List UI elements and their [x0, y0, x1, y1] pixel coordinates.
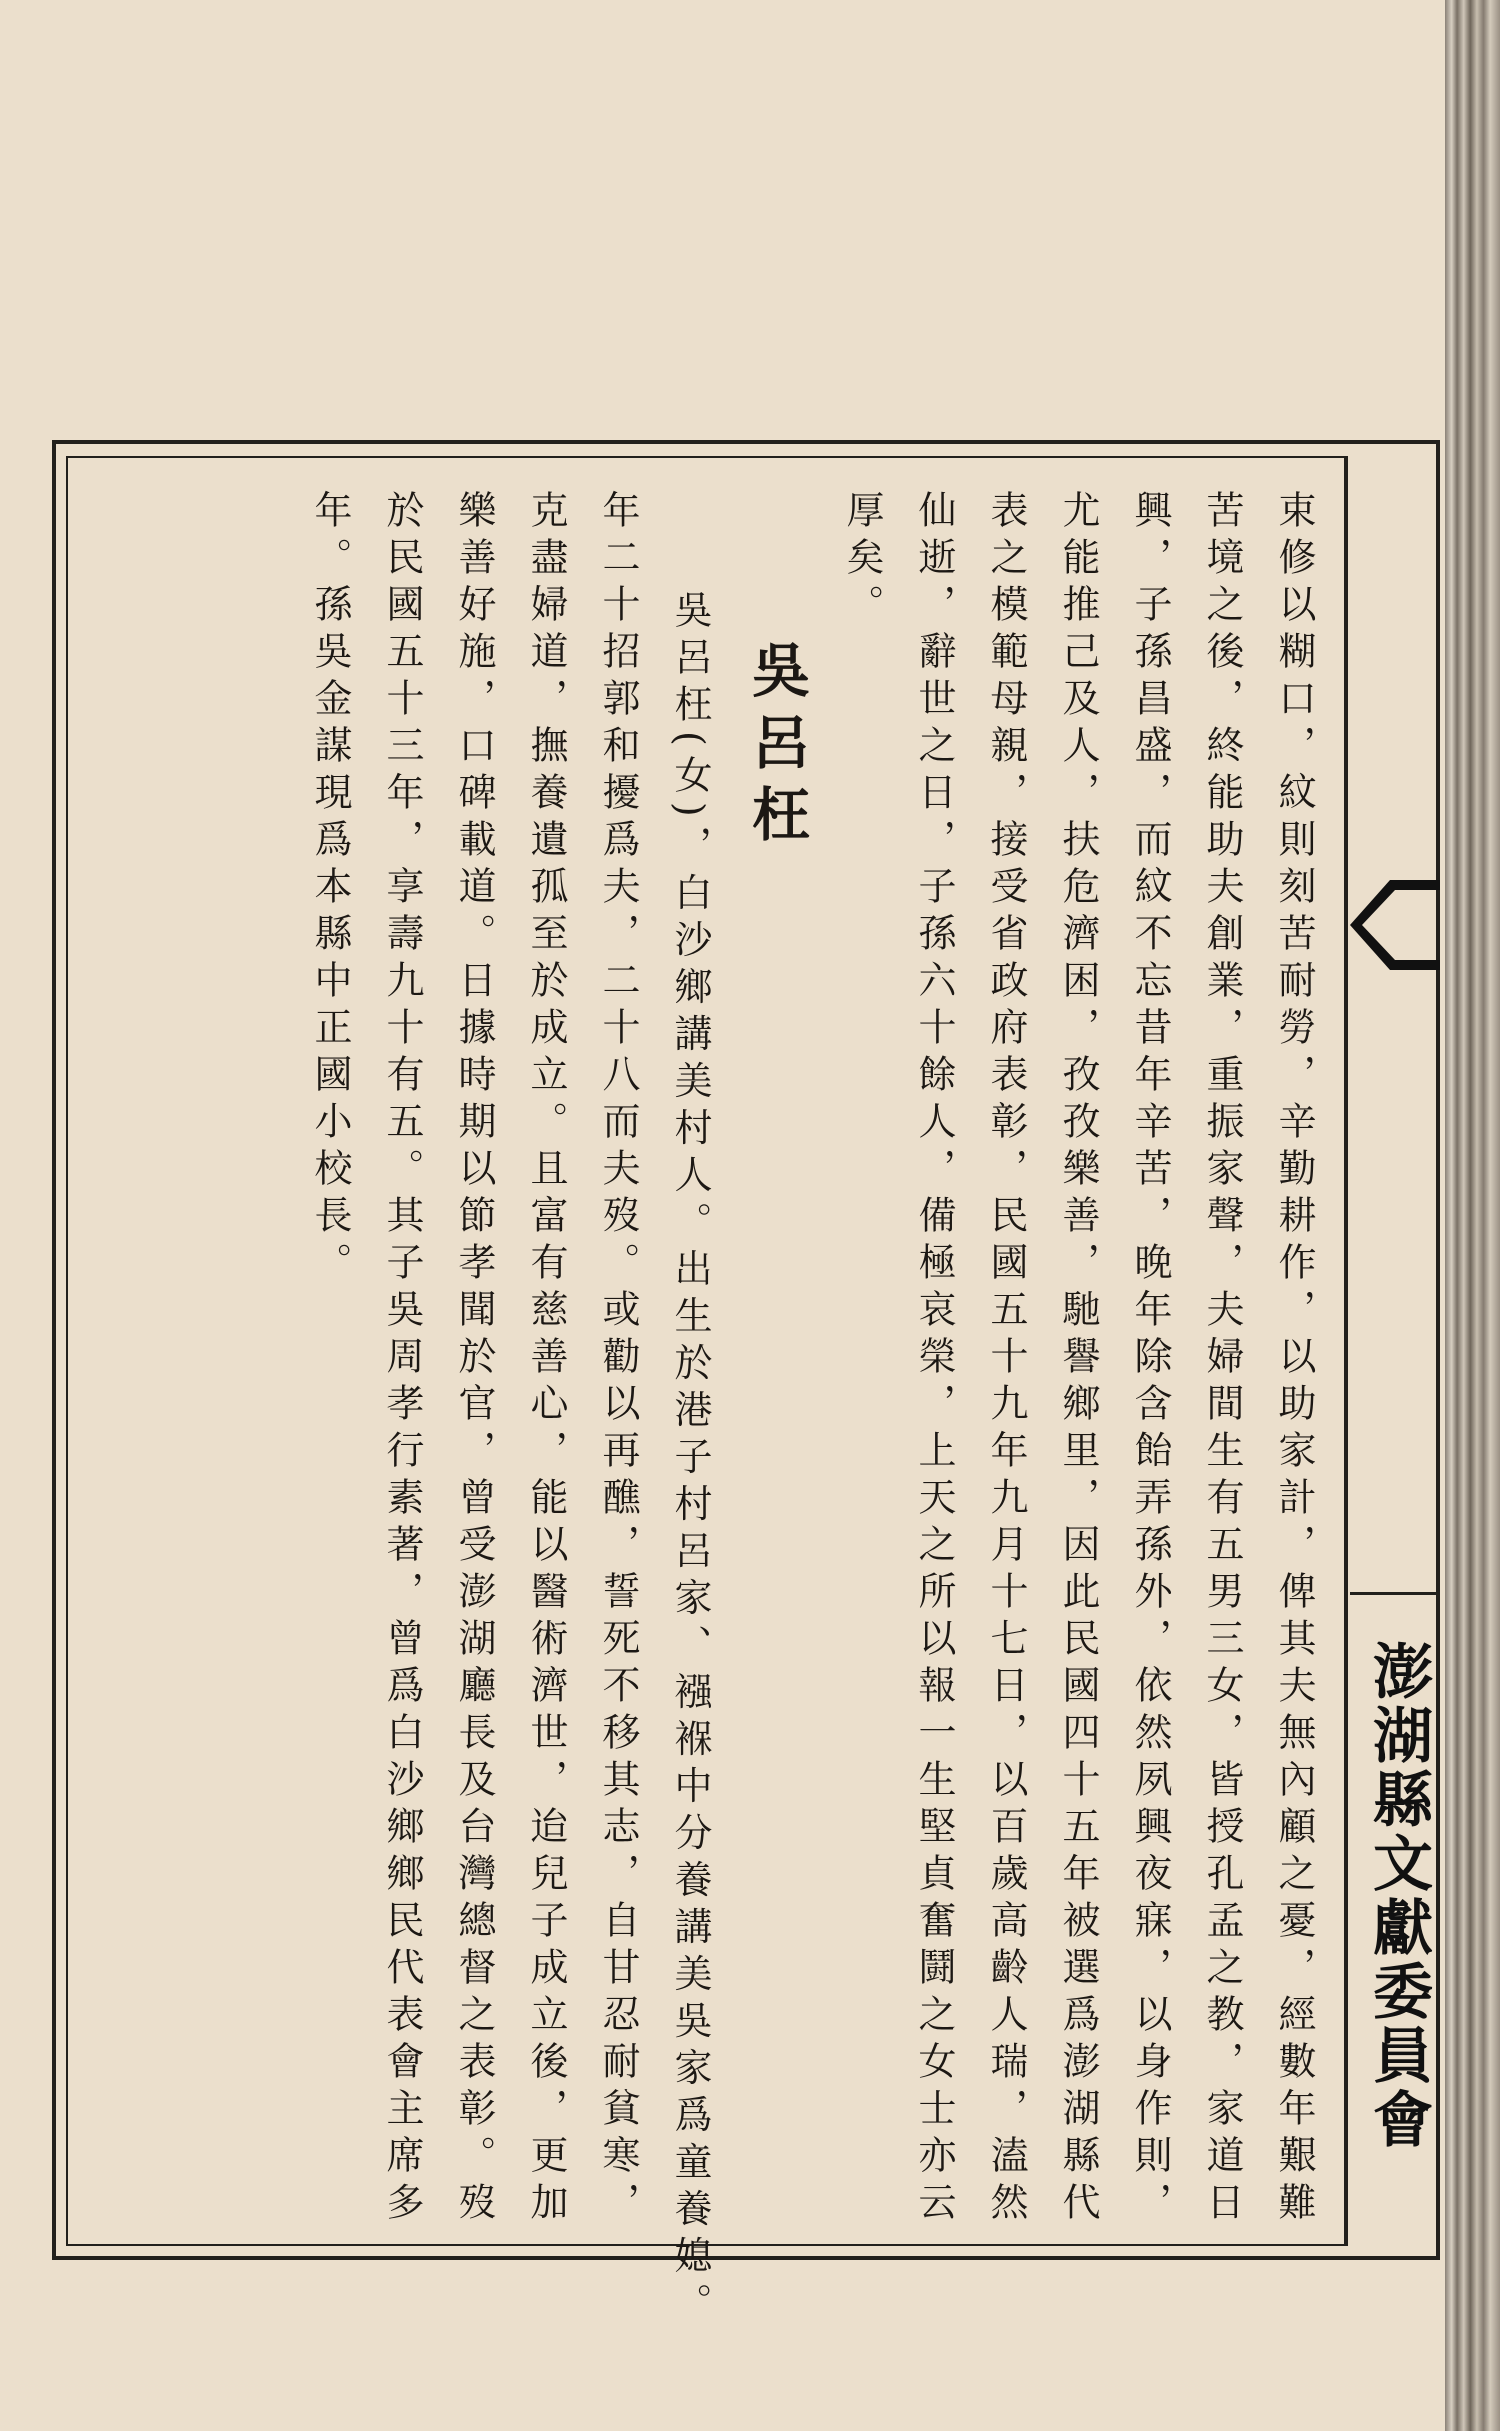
- text-line: 尤能推己及人，扶危濟困，孜孜樂善，馳譽鄉里，因此民國四十五年被選爲澎湖縣代: [1056, 490, 1100, 2229]
- text-line: 克盡婦道，撫養遺孤至於成立。且富有慈善心，能以醫術濟世，迨兒子成立後，更加: [524, 490, 568, 2229]
- text-line: 仙逝，辭世之日，子孫六十餘人，備極哀榮，上天之所以報一生堅貞奮鬪之女士亦云: [912, 490, 956, 2229]
- spine-chevron-mark: [1350, 880, 1440, 970]
- text-line: 樂善好施，口碑載道。日據時期以節孝聞於官，曾受澎湖廳長及台灣總督之表彰。歿: [452, 490, 496, 2229]
- text-body: [90, 490, 1330, 2330]
- text-line: 束修以糊口，紋則刻苦耐勞，辛勤耕作，以助家計，俾其夫無內顧之憂，經數年艱難: [1272, 490, 1316, 2229]
- book-page-edge: [1445, 0, 1500, 2431]
- text-line: 年。孫吳金謀現爲本縣中正國小校長。: [308, 490, 352, 1289]
- publisher-name: 澎湖縣文獻委員會: [1363, 1640, 1433, 2152]
- spine-divider: [1346, 456, 1348, 2246]
- text-line: 年二十招郭和擾爲夫，二十八而夫歿。或勸以再醮，誓死不移其志，自甘忍耐貧寒，: [596, 490, 640, 2229]
- text-line: 吳呂枉(女)，白沙鄉講美村人。出生於港子村呂家、襁褓中分養講美吳家爲童養媳。: [668, 590, 712, 2330]
- text-line: 表之模範母親，接受省政府表彰，民國五十九年九月十七日，以百歲高齡人瑞，溘然: [984, 490, 1028, 2229]
- spine-rule: [1350, 1592, 1440, 1595]
- text-line: 興，子孫昌盛，而紋不忘昔年辛苦，晚年除含飴弄孫外，依然夙興夜寐，以身作則，: [1128, 490, 1172, 2229]
- text-line: 厚矣。: [840, 490, 884, 631]
- section-heading: 吳呂枉: [742, 640, 810, 856]
- text-line: 於民國五十三年，享壽九十有五。其子吳周孝行素著，曾爲白沙鄉鄉民代表會主席多: [380, 490, 424, 2229]
- text-line: 苦境之後，終能助夫創業，重振家聲，夫婦間生有五男三女，皆授孔孟之教，家道日: [1200, 490, 1244, 2229]
